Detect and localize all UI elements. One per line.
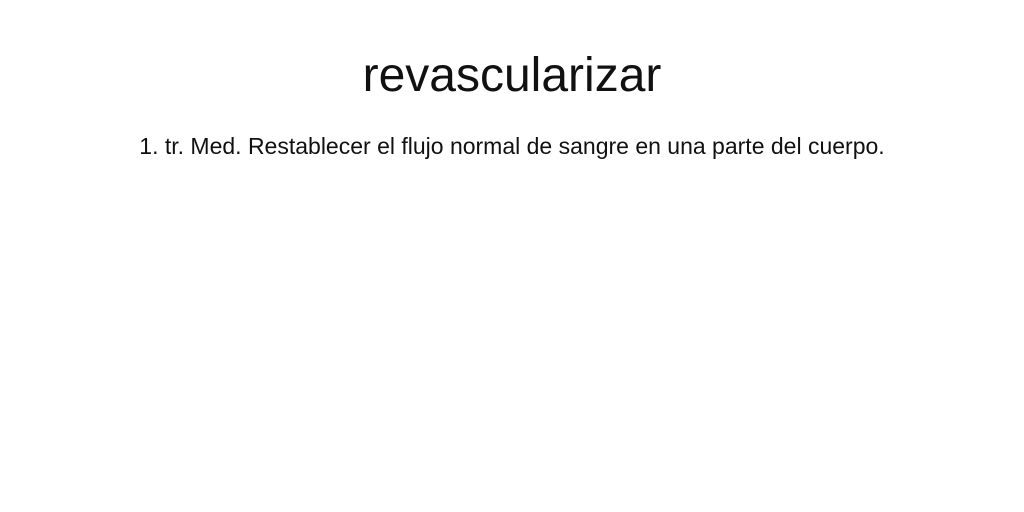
headword: revascularizar [362,49,662,102]
definition-text: 1. tr. Med. Restablecer el flujo normal de sangre en una parte del cuerpo. [139,133,885,159]
